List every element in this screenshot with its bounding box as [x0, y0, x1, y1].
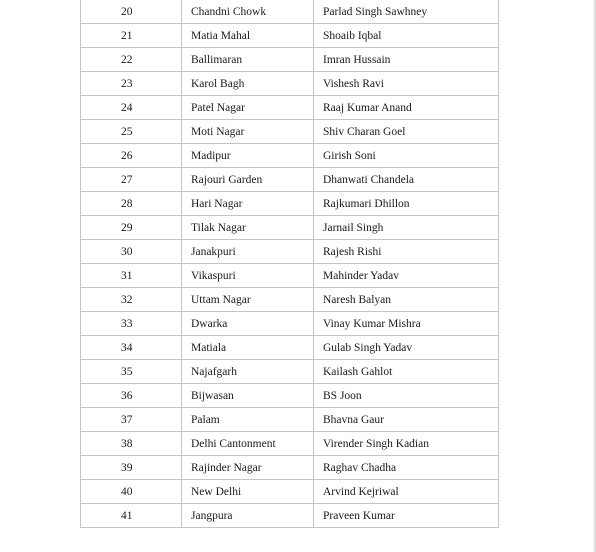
- constituency-name: Patel Nagar: [182, 96, 314, 120]
- serial-number: 37: [81, 408, 182, 432]
- constituency-name: Madipur: [182, 144, 314, 168]
- serial-number: 22: [81, 48, 182, 72]
- table-row: [81, 240, 499, 264]
- candidate-name: Raaj Kumar Anand: [314, 96, 499, 120]
- table-row: [81, 432, 499, 456]
- candidate-name: Girish Soni: [314, 144, 499, 168]
- candidate-name: BS Joon: [314, 384, 499, 408]
- serial-number: 20: [81, 0, 182, 24]
- serial-number: 34: [81, 336, 182, 360]
- constituency-name: Tilak Nagar: [182, 216, 314, 240]
- table-row: [81, 504, 499, 528]
- candidate-name: Dhanwati Chandela: [314, 168, 499, 192]
- table-row: [81, 456, 499, 480]
- candidate-name: Mahinder Yadav: [314, 264, 499, 288]
- constituency-name: Karol Bagh: [182, 72, 314, 96]
- serial-number: 26: [81, 144, 182, 168]
- table-row: [81, 48, 499, 72]
- candidate-name: Arvind Kejriwal: [314, 480, 499, 504]
- table-row: [81, 192, 499, 216]
- table-row: [81, 384, 499, 408]
- serial-number: 21: [81, 24, 182, 48]
- constituency-name: Palam: [182, 408, 314, 432]
- serial-number: 25: [81, 120, 182, 144]
- serial-number: 32: [81, 288, 182, 312]
- table-row: [81, 144, 499, 168]
- table-row: [81, 480, 499, 504]
- constituency-name: Rajinder Nagar: [182, 456, 314, 480]
- serial-number: 35: [81, 360, 182, 384]
- table-row: [81, 24, 499, 48]
- serial-number: 38: [81, 432, 182, 456]
- serial-number: 27: [81, 168, 182, 192]
- table-row: [81, 288, 499, 312]
- table-row: [81, 0, 499, 24]
- candidate-name: Virender Singh Kadian: [314, 432, 499, 456]
- candidate-name: Naresh Balyan: [314, 288, 499, 312]
- constituency-name: Moti Nagar: [182, 120, 314, 144]
- candidate-name: Rajkumari Dhillon: [314, 192, 499, 216]
- constituency-name: Rajouri Garden: [182, 168, 314, 192]
- table-row: [81, 120, 499, 144]
- table-row: [81, 168, 499, 192]
- constituency-name: Janakpuri: [182, 240, 314, 264]
- table-row: [81, 96, 499, 120]
- constituency-name: Bijwasan: [182, 384, 314, 408]
- constituency-name: Matiala: [182, 336, 314, 360]
- table-row: [81, 408, 499, 432]
- serial-number: 29: [81, 216, 182, 240]
- serial-number: 31: [81, 264, 182, 288]
- candidate-name: Rajesh Rishi: [314, 240, 499, 264]
- candidate-name: Shoaib Iqbal: [314, 24, 499, 48]
- candidate-name: Bhavna Gaur: [314, 408, 499, 432]
- table-row: [81, 336, 499, 360]
- table-row: [81, 264, 499, 288]
- serial-number: 40: [81, 480, 182, 504]
- table-row: [81, 216, 499, 240]
- constituency-name: Najafgarh: [182, 360, 314, 384]
- serial-number: 30: [81, 240, 182, 264]
- constituency-name: Ballimaran: [182, 48, 314, 72]
- constituency-name: Chandni Chowk: [182, 0, 314, 24]
- table-row: [81, 360, 499, 384]
- serial-number: 24: [81, 96, 182, 120]
- constituency-name: Delhi Cantonment: [182, 432, 314, 456]
- serial-number: 28: [81, 192, 182, 216]
- serial-number: 36: [81, 384, 182, 408]
- serial-number: 23: [81, 72, 182, 96]
- candidate-name: Jarnail Singh: [314, 216, 499, 240]
- candidate-name: Raghav Chadha: [314, 456, 499, 480]
- constituency-name: Hari Nagar: [182, 192, 314, 216]
- candidate-name: Praveen Kumar: [314, 504, 499, 528]
- candidate-table-body: [81, 0, 499, 528]
- serial-number: 39: [81, 456, 182, 480]
- candidate-name: Vishesh Ravi: [314, 72, 499, 96]
- candidate-name: Parlad Singh Sawhney: [314, 0, 499, 24]
- candidate-name: Gulab Singh Yadav: [314, 336, 499, 360]
- constituency-name: Uttam Nagar: [182, 288, 314, 312]
- candidate-table: [80, 0, 499, 528]
- constituency-name: Vikaspuri: [182, 264, 314, 288]
- serial-number: 41: [81, 504, 182, 528]
- constituency-name: Jangpura: [182, 504, 314, 528]
- serial-number: 33: [81, 312, 182, 336]
- table-row: [81, 312, 499, 336]
- candidate-name: Vinay Kumar Mishra: [314, 312, 499, 336]
- table-row: [81, 72, 499, 96]
- candidate-name: Kailash Gahlot: [314, 360, 499, 384]
- constituency-name: Matia Mahal: [182, 24, 314, 48]
- constituency-name: Dwarka: [182, 312, 314, 336]
- candidate-name: Imran Hussain: [314, 48, 499, 72]
- constituency-name: New Delhi: [182, 480, 314, 504]
- candidate-name: Shiv Charan Goel: [314, 120, 499, 144]
